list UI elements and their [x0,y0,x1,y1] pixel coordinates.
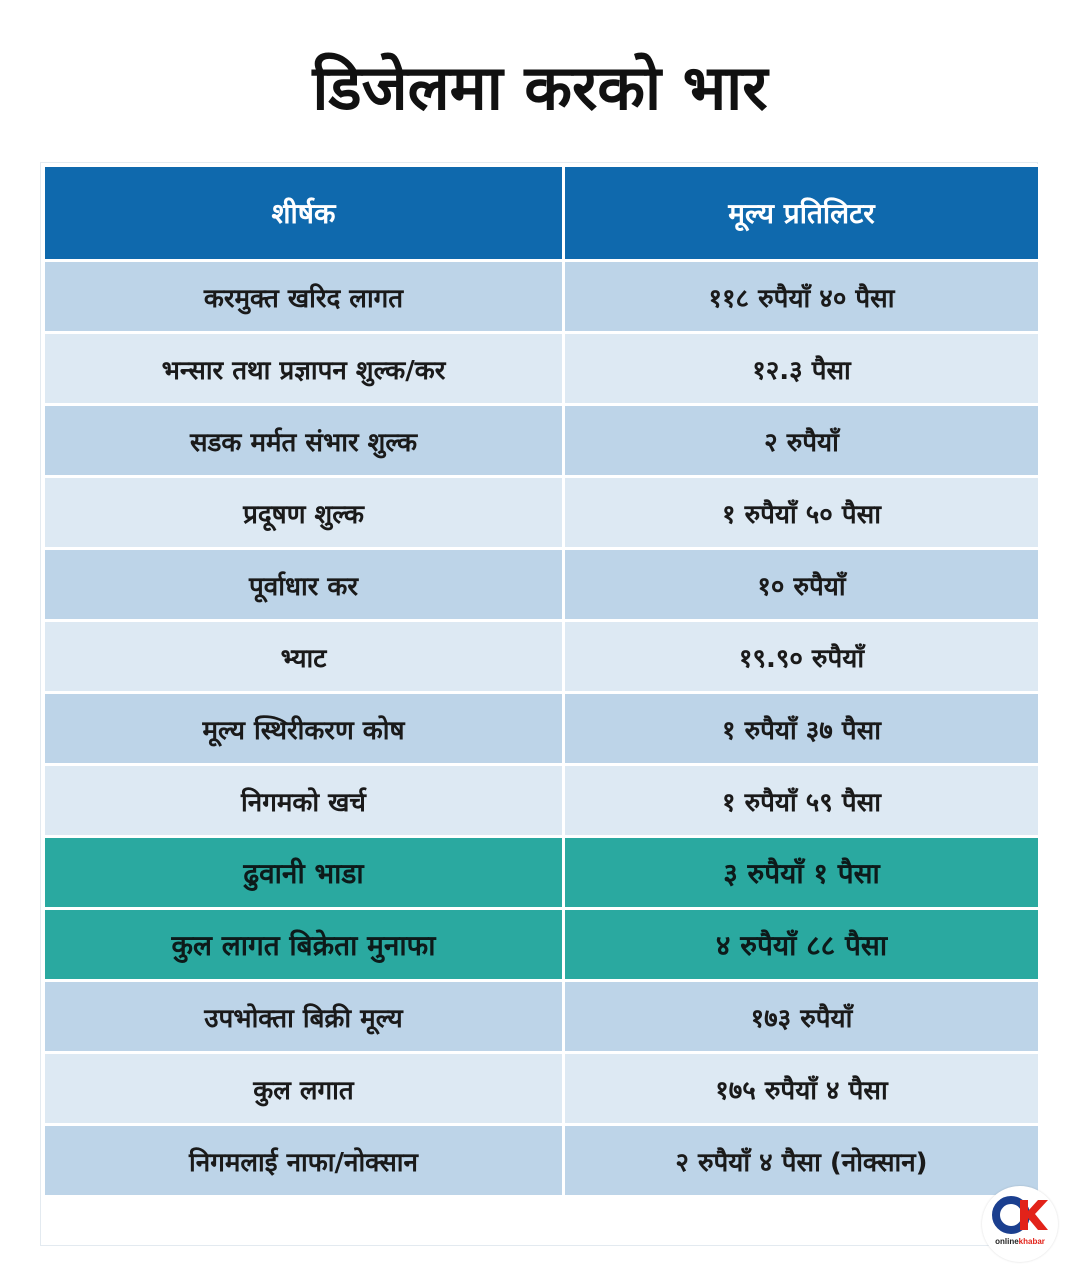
tax-table [42,164,1041,1198]
logo-word-khabar: khabar [1018,1237,1045,1246]
row-label: मूल्य स्थिरीकरण कोष [44,693,564,765]
table-row [44,981,1040,1053]
row-label: करमुक्त खरिद लागत [44,261,564,333]
onlinekhabar-logo [982,1186,1058,1262]
table-row [44,1053,1040,1125]
row-label: भ्याट [44,621,564,693]
logo-word-online: online [995,1237,1019,1246]
row-value: १९.९० रुपैयाँ [564,621,1040,693]
row-label: ढुवानी भाडा [44,837,564,909]
table-row-highlight [44,909,1040,981]
header-title: शीर्षक [44,166,564,261]
row-value: १० रुपैयाँ [564,549,1040,621]
table-row [44,477,1040,549]
row-label: उपभोक्ता बिक्री मूल्य [44,981,564,1053]
row-label: पूर्वाधार कर [44,549,564,621]
row-value: १२.३ पैसा [564,333,1040,405]
table-row [44,405,1040,477]
ok-logo-icon [982,1186,1058,1242]
logo-wordmark [982,1237,1058,1246]
row-value: १७३ रुपैयाँ [564,981,1040,1053]
table-header-row [44,166,1040,261]
table-row [44,1125,1040,1197]
table-row [44,549,1040,621]
table-row [44,693,1040,765]
table-row [44,261,1040,333]
row-value: १ रुपैयाँ ५९ पैसा [564,765,1040,837]
row-label: कुल लागत बिक्रेता मुनाफा [44,909,564,981]
row-label: सडक मर्मत संभार शुल्क [44,405,564,477]
row-value: १ रुपैयाँ ३७ पैसा [564,693,1040,765]
row-value: २ रुपैयाँ ४ पैसा (नोक्सान) [564,1125,1040,1197]
page-title: डिजेलमा करको भार [312,51,768,124]
table-row [44,333,1040,405]
row-value: १ रुपैयाँ ५० पैसा [564,477,1040,549]
row-label: प्रदूषण शुल्क [44,477,564,549]
table-row [44,621,1040,693]
row-label: निगमलाई नाफा/नोक्सान [44,1125,564,1197]
header-price-per-litre: मूल्य प्रतिलिटर [564,166,1040,261]
table-row-highlight [44,837,1040,909]
row-label: भन्सार तथा प्रज्ञापन शुल्क/कर [44,333,564,405]
row-value: १७५ रुपैयाँ ४ पैसा [564,1053,1040,1125]
row-value: ३ रुपैयाँ १ पैसा [564,837,1040,909]
row-value: २ रुपैयाँ [564,405,1040,477]
row-label: कुल लगात [44,1053,564,1125]
row-value: ४ रुपैयाँ ८८ पैसा [564,909,1040,981]
row-label: निगमको खर्च [44,765,564,837]
table-row [44,765,1040,837]
row-value: ११८ रुपैयाँ ४० पैसा [564,261,1040,333]
